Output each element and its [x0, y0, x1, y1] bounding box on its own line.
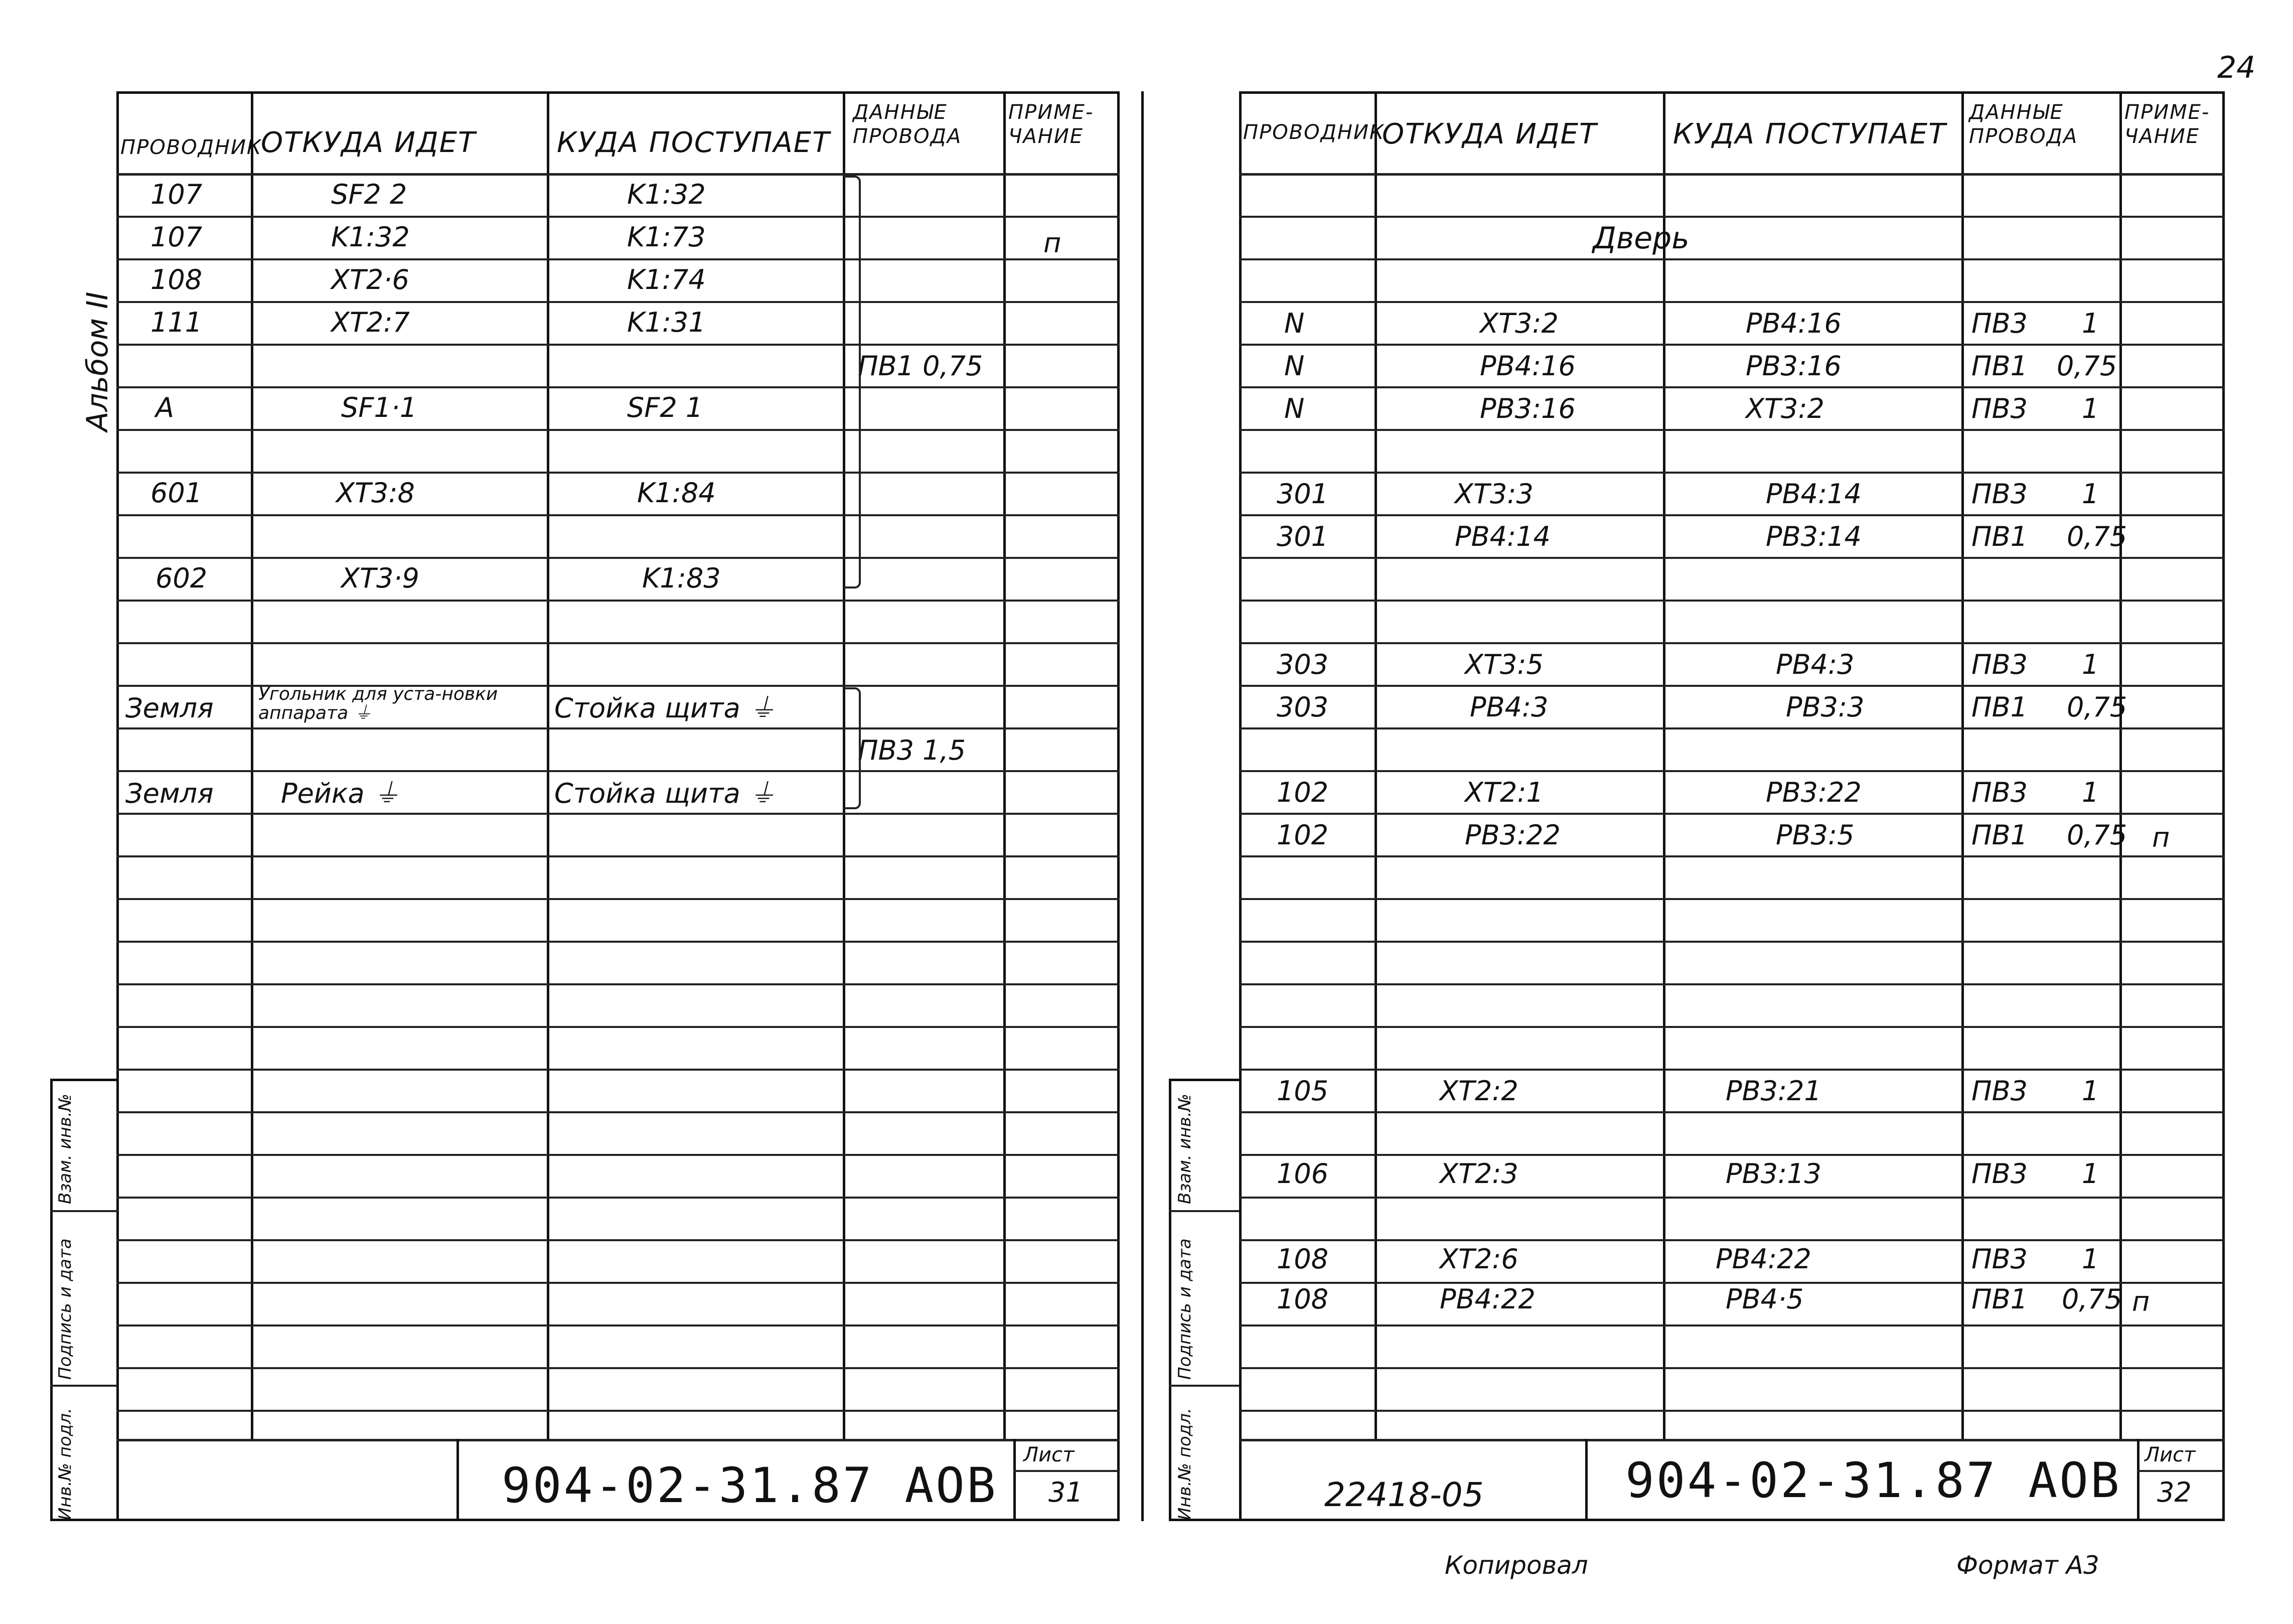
cell-cond: А: [156, 392, 174, 423]
cell-wire: ПВ3: [1971, 1158, 2028, 1190]
cell-to: PB4:3: [1776, 649, 1855, 680]
cell-to: K1:83: [642, 562, 721, 594]
cell-cond: N: [1284, 350, 1305, 382]
cell-wire: ПВ3: [1971, 1243, 2028, 1275]
cell-section: 1: [2082, 1243, 2099, 1275]
cell-note: п: [2152, 822, 2170, 853]
cell-cond: 111: [150, 307, 203, 338]
cell-cond: N: [1284, 308, 1305, 339]
left-header-conductor: ПРОВОДНИК: [120, 136, 262, 159]
side-stamp-r2: Подпись и дата: [1175, 1238, 1195, 1380]
left-sheet-number: 31: [1048, 1477, 1083, 1508]
cell-from: PB4:3: [1470, 691, 1549, 723]
cell-section: 0,75: [2057, 350, 2117, 382]
cell-cond: 106: [1277, 1158, 1329, 1190]
cell-from: SF2 2: [331, 179, 407, 210]
cell-cond: 303: [1277, 691, 1329, 723]
cell-wire: ПВ1: [1971, 1283, 2028, 1315]
cell-to: SF2 1: [627, 392, 703, 423]
left-brace-pv3: [844, 687, 861, 809]
ground-to-1: Стойка щита ⏚: [554, 692, 776, 724]
page-number: 24: [2217, 50, 2256, 85]
cell-from: XT2:3: [1440, 1158, 1518, 1190]
cell-to: PB4:16: [1746, 308, 1842, 339]
cell-from: XT2:1: [1465, 777, 1544, 808]
cell-wire: ПВ3: [1971, 478, 2028, 510]
left-stamp-code: 904-02-31.87 АОВ: [502, 1457, 998, 1514]
cell-to: XT3:2: [1746, 393, 1824, 424]
cell-section: 1: [2082, 1075, 2099, 1107]
cell-section: 1: [2082, 393, 2099, 424]
cell-cond: 107: [150, 221, 203, 253]
cell-from: K1:32: [331, 221, 410, 253]
cell-to: PB3:3: [1786, 691, 1865, 723]
cell-section: 1: [2082, 777, 2099, 808]
right-header-conductor: ПРОВОДНИК: [1243, 121, 1385, 144]
cell-section: 0,75: [2062, 1283, 2122, 1315]
cell-note: п: [1043, 227, 1061, 259]
cell-section: 0,75: [2067, 521, 2127, 552]
ground-from-1: Угольник для уста-новки аппарата ⏚: [258, 684, 498, 723]
ground-to-2: Стойка щита ⏚: [554, 778, 776, 809]
cell-section: 1: [2082, 1158, 2099, 1190]
cell-to: K1:31: [627, 307, 706, 338]
cell-from: XT3:3: [1455, 478, 1534, 510]
cell-cond: 301: [1277, 478, 1329, 510]
right-header-to: КУДА ПОСТУПАЕТ: [1673, 118, 1947, 151]
cell-from: SF1·1: [341, 392, 417, 423]
left-header-from: ОТКУДА ИДЕТ: [261, 126, 477, 159]
right-header-wire: ДАННЫЕ ПРОВОДА: [1969, 101, 2078, 148]
cell-cond: 301: [1277, 521, 1329, 552]
cell-to: K1:74: [627, 264, 706, 296]
side-stamp-1: Инв.№ подл.: [55, 1408, 75, 1520]
cell-section: 0,75: [2067, 691, 2127, 723]
left-header-note: ПРИМЕ-ЧАНИЕ: [1008, 101, 1094, 148]
right-stamp-code: 904-02-31.87 АОВ: [1625, 1452, 2121, 1509]
cell-to: PB3:16: [1746, 350, 1842, 382]
cell-from: PB4:14: [1455, 521, 1551, 552]
cell-cond: 102: [1277, 819, 1329, 851]
cell-cond: 108: [1277, 1283, 1329, 1315]
cell-to: K1:73: [627, 221, 706, 253]
cell-from: XT3:2: [1480, 308, 1559, 339]
cell-wire: ПВ3: [1971, 308, 2028, 339]
cell-wire: ПВ1: [1971, 521, 2028, 552]
side-stamp-2: Подпись и дата: [55, 1238, 75, 1380]
cell-note: п: [2132, 1286, 2150, 1317]
cell-wire: ПВ3: [1971, 649, 2028, 680]
cell-cond: N: [1284, 393, 1305, 424]
copied-by: Копировал: [1445, 1551, 1588, 1580]
cell-cond: 602: [156, 562, 208, 594]
cell-section: 1: [2082, 478, 2099, 510]
cell-to: PB3:13: [1726, 1158, 1821, 1190]
cell-from: XT3:8: [336, 477, 415, 509]
right-header-note: ПРИМЕ-ЧАНИЕ: [2124, 101, 2210, 148]
album-label: Альбом II: [80, 291, 114, 431]
cell-to: PB3:21: [1726, 1075, 1821, 1107]
cell-from: PB4:16: [1480, 350, 1576, 382]
cell-from: XT3:5: [1465, 649, 1544, 680]
format-label: Формат А3: [1956, 1551, 2099, 1580]
cell-cond: 107: [150, 179, 203, 210]
cell-cond: 108: [1277, 1243, 1329, 1275]
left-wire-pv1: ПВ1 0,75: [858, 350, 983, 382]
cell-from: PB3:16: [1480, 393, 1576, 424]
cell-from: XT2:7: [331, 307, 410, 338]
cell-cond: 102: [1277, 777, 1329, 808]
cell-wire: ПВ3: [1971, 1075, 2028, 1107]
cell-from: XT2·6: [331, 264, 409, 296]
cell-wire: ПВ1: [1971, 819, 2028, 851]
cell-to: K1:84: [637, 477, 716, 509]
cell-from: PB3:22: [1465, 819, 1561, 851]
ground-wire: ПВ3 1,5: [858, 734, 966, 766]
left-sheet-label: Лист: [1023, 1443, 1075, 1466]
side-stamp-r3: Взам. инв.№: [1175, 1093, 1195, 1204]
cell-section: 0,75: [2067, 819, 2127, 851]
cell-wire: ПВ3: [1971, 777, 2028, 808]
cell-to: PB3:5: [1776, 819, 1855, 851]
cell-to: PB4:14: [1766, 478, 1862, 510]
cell-wire: ПВ3: [1971, 393, 2028, 424]
cell-wire: ПВ1: [1971, 691, 2028, 723]
side-stamp-r1: Инв.№ подл.: [1175, 1408, 1195, 1520]
ground-cond-2: Земля: [125, 778, 214, 809]
inventory-number: 22418-05: [1324, 1475, 1484, 1514]
cell-cond: 105: [1277, 1075, 1329, 1107]
cell-from: PB4:22: [1440, 1283, 1536, 1315]
ground-from-2: Рейка ⏚: [281, 778, 400, 809]
cell-from: XT2:6: [1440, 1243, 1518, 1275]
cell-to: PB3:14: [1766, 521, 1862, 552]
cell-section: 1: [2082, 308, 2099, 339]
left-brace-pv1: [844, 176, 861, 588]
cell-cond: 108: [150, 264, 203, 296]
cell-wire: ПВ1: [1971, 350, 2028, 382]
cell-to: K1:32: [627, 179, 706, 210]
cell-from: XT2:2: [1440, 1075, 1518, 1107]
side-stamp-3: Взам. инв.№: [55, 1093, 75, 1204]
right-sheet-label: Лист: [2145, 1443, 2196, 1466]
cell-from: XT3·9: [341, 562, 419, 594]
cell-section: 1: [2082, 649, 2099, 680]
cell-to: PB3:22: [1766, 777, 1862, 808]
cell-cond: 601: [150, 477, 203, 509]
cell-to: PB4:22: [1716, 1243, 1811, 1275]
left-header-wire: ДАННЫЕ ПРОВОДА: [853, 101, 962, 148]
left-header-to: КУДА ПОСТУПАЕТ: [557, 126, 831, 159]
cell-cond: 303: [1277, 649, 1329, 680]
right-sheet-number: 32: [2157, 1477, 2192, 1508]
cell-to: PB4·5: [1726, 1283, 1804, 1315]
right-header-from: ОТКУДА ИДЕТ: [1382, 118, 1598, 151]
ground-cond-1: Земля: [125, 692, 214, 724]
section-door: Дверь: [1593, 221, 1690, 256]
